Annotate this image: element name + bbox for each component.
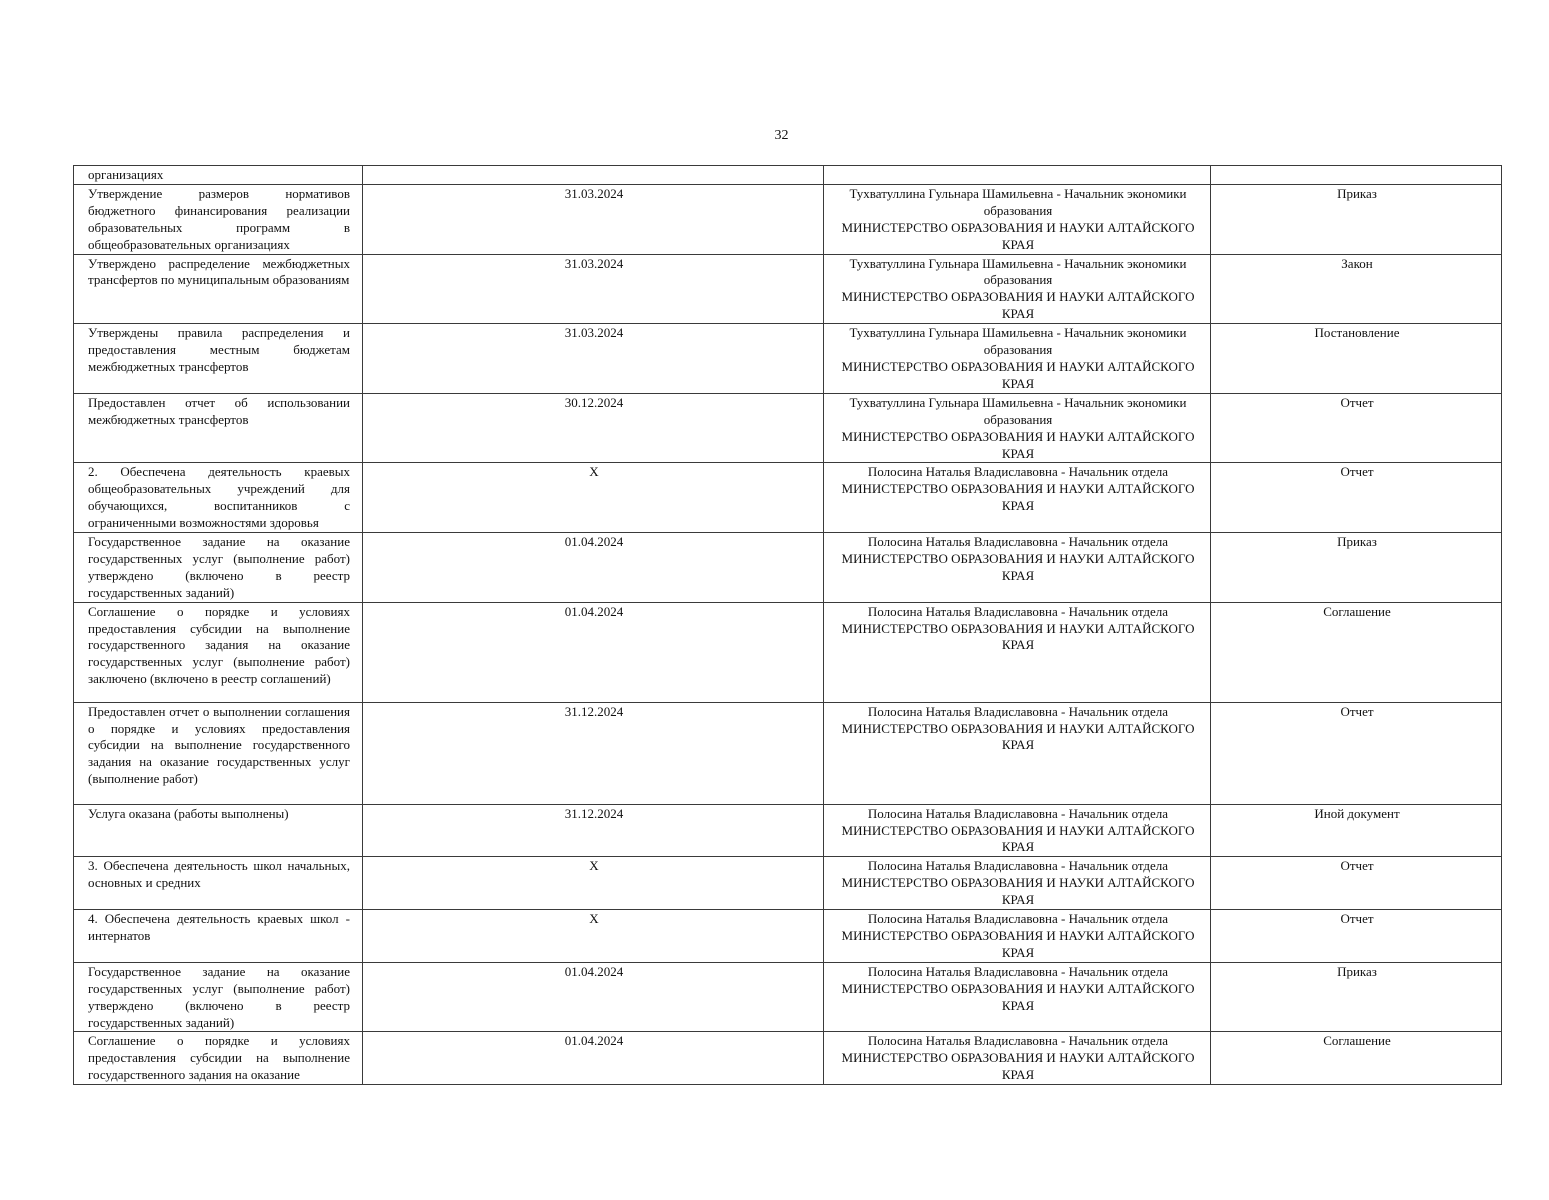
table-row xyxy=(74,804,1502,857)
table-row xyxy=(74,463,1502,533)
document-type-cell: Постановление xyxy=(1211,324,1502,394)
table-row xyxy=(74,910,1502,963)
responsible-person: Тухватуллина Гульнара Шамильевна - Начальник экономики образования xyxy=(849,255,1187,288)
document-type-cell: Приказ xyxy=(1211,962,1502,1032)
date-cell: 01.04.2024 xyxy=(363,533,824,603)
table-row xyxy=(74,324,1502,394)
responsible-organization: МИНИСТЕРСТВО ОБРАЗОВАНИЯ И НАУКИ АЛТАЙСКОГО КРАЯ xyxy=(841,550,1195,583)
document-type-cell: Отчет xyxy=(1211,393,1502,463)
responsible-cell xyxy=(824,166,1211,185)
document-type-cell: Отчет xyxy=(1211,463,1502,533)
date-cell: 31.03.2024 xyxy=(363,184,824,254)
document-type-cell xyxy=(1211,166,1502,185)
table-row xyxy=(74,254,1502,324)
document-type-cell: Приказ xyxy=(1211,184,1502,254)
responsible-organization: МИНИСТЕРСТВО ОБРАЗОВАНИЯ И НАУКИ АЛТАЙСКОГО КРАЯ xyxy=(841,219,1195,252)
event-cell: Государственное задание на оказание государственных услуг (выполнение работ) утверждено (включено в реестр государственных заданий) xyxy=(74,962,363,1032)
responsible-person: Тухватуллина Гульнара Шамильевна - Начальник экономики образования xyxy=(849,394,1187,427)
date-cell: 31.03.2024 xyxy=(363,254,824,324)
date-cell: 01.04.2024 xyxy=(363,1032,824,1085)
responsible-cell xyxy=(824,184,1211,254)
responsible-organization: МИНИСТЕРСТВО ОБРАЗОВАНИЯ И НАУКИ АЛТАЙСКОГО КРАЯ xyxy=(841,481,1195,514)
responsible-organization: МИНИСТЕРСТВО ОБРАЗОВАНИЯ И НАУКИ АЛТАЙСКОГО КРАЯ xyxy=(841,875,1195,908)
responsible-person: Полосина Наталья Владиславовна - Начальник отдела xyxy=(867,603,1169,619)
date-cell: 31.12.2024 xyxy=(363,804,824,857)
responsible-cell xyxy=(824,702,1211,804)
responsible-cell xyxy=(824,804,1211,857)
event-cell: 2. Обеспечена деятельность краевых общеобразовательных учреждений для обучающихся, воспитанников с ограниченными возможностями здоровья xyxy=(74,463,363,533)
responsible-cell xyxy=(824,254,1211,324)
responsible-cell xyxy=(824,463,1211,533)
date-cell: 01.04.2024 xyxy=(363,962,824,1032)
responsible-organization: МИНИСТЕРСТВО ОБРАЗОВАНИЯ И НАУКИ АЛТАЙСКОГО КРАЯ xyxy=(841,720,1195,753)
responsible-cell xyxy=(824,962,1211,1032)
event-cell: Предоставлен отчет о выполнении соглашения о порядке и условиях предоставления субсидии на выполнение государственного задания на оказание государственных услуг (выполнение работ) xyxy=(74,702,363,804)
event-cell: Услуга оказана (работы выполнены) xyxy=(74,804,363,857)
responsible-organization: МИНИСТЕРСТВО ОБРАЗОВАНИЯ И НАУКИ АЛТАЙСКОГО КРАЯ xyxy=(841,1050,1195,1083)
responsible-organization: МИНИСТЕРСТВО ОБРАЗОВАНИЯ И НАУКИ АЛТАЙСКОГО КРАЯ xyxy=(841,822,1195,855)
responsible-person: Полосина Наталья Владиславовна - Начальник отдела xyxy=(867,703,1169,719)
event-cell: 4. Обеспечена деятельность краевых школ - интернатов xyxy=(74,910,363,963)
plan-table-body xyxy=(74,166,1502,1085)
responsible-organization: МИНИСТЕРСТВО ОБРАЗОВАНИЯ И НАУКИ АЛТАЙСКОГО КРАЯ xyxy=(841,358,1195,391)
table-row xyxy=(74,184,1502,254)
responsible-cell xyxy=(824,324,1211,394)
responsible-person: Полосина Наталья Владиславовна - Начальник отдела xyxy=(867,911,1169,927)
event-cell: Соглашение о порядке и условиях предоставления субсидии на выполнение государственного задания на оказание государственных услуг (выполнение работ) заключено (включено в реестр соглашений) xyxy=(74,602,363,702)
date-cell: X xyxy=(363,463,824,533)
date-cell: 01.04.2024 xyxy=(363,602,824,702)
responsible-person: Тухватуллина Гульнара Шамильевна - Начальник экономики образования xyxy=(849,185,1187,218)
responsible-organization: МИНИСТЕРСТВО ОБРАЗОВАНИЯ И НАУКИ АЛТАЙСКОГО КРАЯ xyxy=(841,620,1195,653)
table-row xyxy=(74,962,1502,1032)
document-type-cell: Отчет xyxy=(1211,857,1502,910)
event-cell: организациях xyxy=(74,166,363,185)
responsible-person: Тухватуллина Гульнара Шамильевна - Начальник экономики образования xyxy=(849,325,1187,358)
responsible-organization: МИНИСТЕРСТВО ОБРАЗОВАНИЯ И НАУКИ АЛТАЙСКОГО КРАЯ xyxy=(841,928,1195,960)
date-cell: 31.03.2024 xyxy=(363,324,824,394)
document-type-cell: Иной документ xyxy=(1211,804,1502,857)
event-cell: Соглашение о порядке и условиях предоставления субсидии на выполнение государственного задания на оказание xyxy=(74,1032,363,1085)
event-cell: Утверждены правила распределения и предоставления местным бюджетам межбюджетных трансфертов xyxy=(74,324,363,394)
responsible-person: Полосина Наталья Владиславовна - Начальник отдела xyxy=(867,858,1169,874)
date-cell: 30.12.2024 xyxy=(363,393,824,463)
event-cell: 3. Обеспечена деятельность школ начальных, основных и средних xyxy=(74,857,363,910)
responsible-organization: МИНИСТЕРСТВО ОБРАЗОВАНИЯ И НАУКИ АЛТАЙСКОГО КРАЯ xyxy=(841,980,1195,1013)
date-cell xyxy=(363,166,824,185)
document-type-cell: Соглашение xyxy=(1211,602,1502,702)
table-row xyxy=(74,533,1502,603)
document-type-cell: Закон xyxy=(1211,254,1502,324)
responsible-organization: МИНИСТЕРСТВО ОБРАЗОВАНИЯ И НАУКИ АЛТАЙСКОГО КРАЯ xyxy=(841,289,1195,322)
event-cell: Государственное задание на оказание государственных услуг (выполнение работ) утверждено (включено в реестр государственных заданий) xyxy=(74,533,363,603)
document-type-cell: Приказ xyxy=(1211,533,1502,603)
date-cell: 31.12.2024 xyxy=(363,702,824,804)
event-cell: Предоставлен отчет об использовании межбюджетных трансфертов xyxy=(74,393,363,463)
responsible-cell xyxy=(824,393,1211,463)
responsible-cell xyxy=(824,857,1211,910)
responsible-person: Полосина Наталья Владиславовна - Начальник отдела xyxy=(867,534,1169,550)
page-number: 32 xyxy=(774,128,789,143)
responsible-cell xyxy=(824,533,1211,603)
table-row xyxy=(74,166,1502,185)
responsible-person: Полосина Наталья Владиславовна - Начальник отдела xyxy=(867,464,1169,480)
responsible-person: Полосина Наталья Владиславовна - Начальник отдела xyxy=(867,963,1169,979)
event-cell: Утверждено распределение межбюджетных трансфертов по муниципальным образованиям xyxy=(74,254,363,324)
table-row xyxy=(74,602,1502,702)
document-type-cell: Отчет xyxy=(1211,910,1502,963)
date-cell: X xyxy=(363,857,824,910)
responsible-cell xyxy=(824,602,1211,702)
table-row xyxy=(74,1032,1502,1085)
responsible-person: Полосина Наталья Владиславовна - Начальник отдела xyxy=(867,1033,1169,1049)
responsible-person: Полосина Наталья Владиславовна - Начальник отдела xyxy=(867,805,1169,821)
table-row xyxy=(74,702,1502,804)
date-cell: X xyxy=(363,910,824,963)
table-row xyxy=(74,857,1502,910)
document-type-cell: Отчет xyxy=(1211,702,1502,804)
responsible-cell xyxy=(824,910,1211,963)
responsible-organization: МИНИСТЕРСТВО ОБРАЗОВАНИЯ И НАУКИ АЛТАЙСКОГО КРАЯ xyxy=(841,428,1195,461)
event-cell: Утверждение размеров нормативов бюджетного финансирования реализации образовательных программ в общеобразовательных организациях xyxy=(74,184,363,254)
table-row xyxy=(74,393,1502,463)
document-type-cell: Соглашение xyxy=(1211,1032,1502,1085)
responsible-cell xyxy=(824,1032,1211,1085)
plan-table xyxy=(73,165,1502,1085)
